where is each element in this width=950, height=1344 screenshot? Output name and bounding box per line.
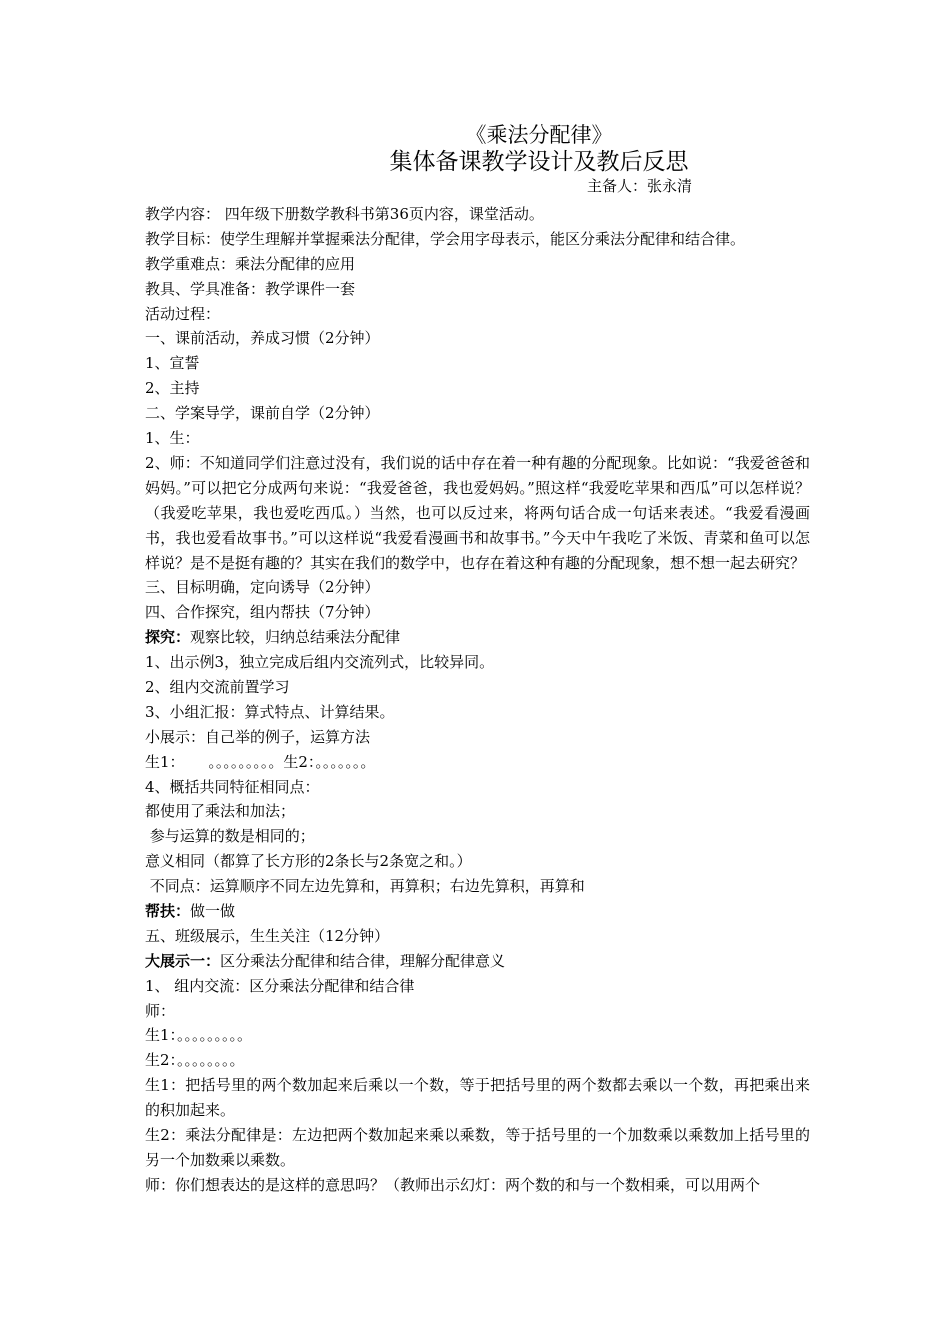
list-item: 3、小组汇报：算式特点、计算结果。 <box>145 702 395 721</box>
difference-line: 不同点：运算顺序不同左边先算和，再算积；右边先算积，再算和 <box>145 877 585 896</box>
author-line: 主备人：张永清 <box>587 177 693 195</box>
list-item: 2、组内交流前置学习 <box>145 678 290 696</box>
key-difficulty-line: 教学重难点：乘法分配律的应用 <box>145 254 356 273</box>
explore-line <box>145 625 810 650</box>
student-line: 生2：。。。。。。。。 <box>145 1051 245 1070</box>
teacher-question-line: 师：你们想表达的是这样的意思吗？（教师出示幻灯：两个数的和与一个数相乘，可以用两个 <box>145 1175 761 1194</box>
common-feature-line: 都使用了乘法和加法； <box>145 802 296 821</box>
explore-text: 观察比较，归纳总结乘法分配律 <box>190 628 401 647</box>
student-1-paragraph: 生1：把括号里的两个数加起来后乘以一个数，等于把括号里的两个数都去乘以一个数，再把乘出来的积加起来。 <box>145 1076 810 1120</box>
student-2-paragraph: 生2：乘法分配律是：左边把两个数加起来乘以乘数，等于括号里的一个加数乘以乘数加上括号里的另一个加数乘以乘数。 <box>145 1126 810 1169</box>
process-heading: 活动过程： <box>145 304 221 323</box>
document-title: 《乘法分配律》 <box>465 123 613 147</box>
explore-label: 探究： <box>145 628 191 647</box>
materials-line: 教具、学具准备：教学课件一套 <box>145 279 356 298</box>
teaching-content-line: 教学内容： 四年级下册数学教科书第36页内容，课堂活动。 <box>145 205 544 223</box>
section-heading-3: 三、目标明确，定向诱导（2分钟） <box>145 578 380 597</box>
help-line <box>145 899 810 924</box>
big-show-text: 区分乘法分配律和结合律，理解分配律意义 <box>220 951 506 970</box>
common-feature-line: 意义相同（都算了长方形的2条长与2条宽之和。） <box>145 852 472 871</box>
list-item: 1、 组内交流：区分乘法分配律和结合律 <box>145 976 415 995</box>
list-item: 2、主持 <box>145 379 200 398</box>
help-text: 做一做 <box>190 902 236 921</box>
document-body <box>145 202 810 1198</box>
help-label: 帮扶： <box>145 902 191 921</box>
small-show-line: 小展示：自己举的例子，运算方法 <box>145 727 371 746</box>
section-heading-4: 四、合作探究，组内帮扶（7分钟） <box>145 603 380 622</box>
document-subtitle: 集体备课教学设计及教后反思 <box>389 149 689 175</box>
big-show-line <box>145 949 810 974</box>
teacher-line: 师： <box>145 1001 176 1020</box>
list-item: 4、概括共同特征相同点： <box>145 777 320 796</box>
section-heading-5: 五、班级展示，生生关注（12分钟） <box>145 926 390 945</box>
student-line: 生1：。。。。。。。。。 <box>145 1026 253 1045</box>
teaching-goal-line: 教学目标：使学生理解并掌握乘法分配律，学会用字母表示，能区分乘法分配律和结合律。 <box>145 229 746 248</box>
common-feature-line: 参与运算的数是相同的； <box>145 827 315 846</box>
big-show-label: 大展示一： <box>145 951 221 970</box>
list-item: 1、出示例3，独立完成后组内交流列式，比较异同。 <box>145 653 495 672</box>
section-heading-2: 二、学案导学，课前自学（2分钟） <box>145 404 380 423</box>
list-item: 1、生： <box>145 429 200 448</box>
section-heading-1: 一、课前活动，养成习惯（2分钟） <box>145 329 380 348</box>
teacher-intro-paragraph: 2、师：不知道同学们注意过没有，我们说的话中存在着一种有趣的分配现象。比如说：“我爱爸爸和妈妈。”可以把它分成两句来说：“我爱爸爸，我也爱妈妈。”照这样“我爱吃苹果和西瓜”可以怎样说？（我爱吃苹果，我也爱吃西瓜。）当然，也可以反过来，将两句话合成一句话来表述。“我爱看漫画书，我也爱看故事书。”可以这样说“我爱看漫画书和故事书。”今天中午我吃了米饭、青菜和鱼可以怎样说？是不是挺有趣的？其实在我们的数学中，也存在着这种有趣的分配现象，想不想一起去研究？ <box>145 453 810 572</box>
student-answers-line: 生1： 。。。。。。。。。生2：。。。。。。。 <box>145 752 376 771</box>
list-item: 1、宣誓 <box>145 354 200 373</box>
